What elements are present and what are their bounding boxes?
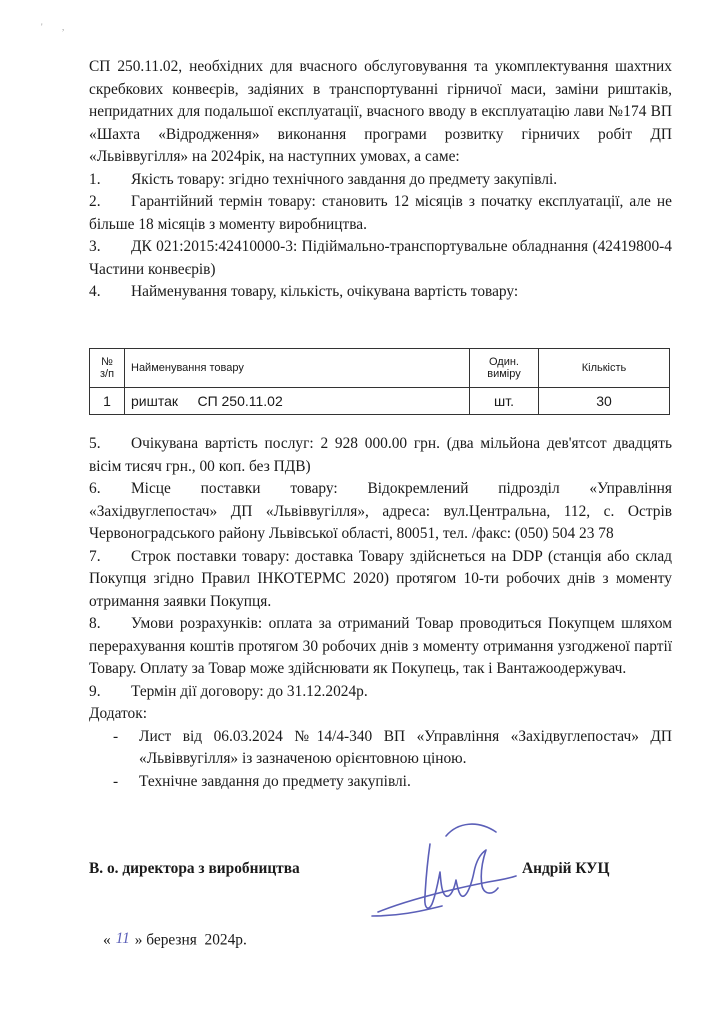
cell-qty: 30 xyxy=(539,388,670,415)
item-text: ДК 021:2015:42410000-3: Підіймально-транспортувальне обладнання (42419800-4 Частини конвеєрів) xyxy=(89,238,672,278)
date-quote-close: » xyxy=(134,931,143,949)
item-number: 8. xyxy=(89,615,101,632)
list-item xyxy=(89,236,672,281)
item-number: 4. xyxy=(89,283,101,300)
dash-marker: - xyxy=(113,772,119,790)
list-item xyxy=(89,433,672,478)
attachment-text: Лист від 06.03.2024 №14/4-340 ВП «Управління «Західвуглепостач» ДП «Львіввугілля» із зазначеною орієнтовною ціною. xyxy=(139,727,672,767)
intro-paragraph: СП 250.11.02, необхідних для вчасного обслуговування та укомплектування шахтних скребкових конвеєрів, задіяних в транспортуванні гірничої маси, заміни риштаків, непридатних для подальшої експлуатації, вчасного вводу в експлуатацію лави №174 ВП «Шахта «Відродження» виконання програми розвитку гірничих робіт ДП «Львіввугілля» на 2024рік, на наступних умовах, а саме: xyxy=(89,58,672,165)
list-item xyxy=(89,546,672,614)
attachment-item xyxy=(89,726,672,771)
attachment-text: Технічне завдання до предмету закупівлі. xyxy=(139,772,411,790)
signatory-title: В. о. директора з виробництва xyxy=(89,860,300,877)
item-number: 3. xyxy=(89,238,101,255)
body-section-2 xyxy=(89,433,672,793)
attachments-label: Додаток: xyxy=(89,705,147,722)
item-number: 5. xyxy=(89,435,101,452)
table-header-row xyxy=(90,349,670,388)
list-item xyxy=(89,191,672,236)
scan-mark: , xyxy=(62,22,65,32)
date-day-handwritten: 11 xyxy=(115,930,130,947)
item-text: Умови розрахунків: оплата за отриманий Товар проводиться Покупцем шляхом перерахування коштів протягом 30 робочих днів з моменту отримання узгодженої партії Товару. Оплату за Товар може здійснювати як Покупець, так і Вантажоодержувач. xyxy=(89,615,672,677)
list-item xyxy=(89,681,672,704)
document-date xyxy=(103,930,247,952)
item-text: Найменування товару, кількість, очікувана вартість товару: xyxy=(131,283,519,300)
list-item xyxy=(89,281,672,304)
item-text: Очікувана вартість послуг: 2 928 000.00 грн. (два мільйона дев'ятсот двадцять вісім тисяч грн., 00 коп. без ПДВ) xyxy=(89,435,672,475)
item-text: Строк поставки товару: доставка Товару здійснеться на DDP (станція або склад Покупця згідно Правил ІНКОТЕРМС 2020) протягом 10-ти робочих днів з моменту отримання заявки Покупця. xyxy=(89,547,672,610)
goods-table xyxy=(89,348,670,415)
body-section-1 xyxy=(89,56,672,304)
list-item xyxy=(89,169,672,192)
item-number: 6. xyxy=(89,480,101,497)
header-name: Найменування товару xyxy=(125,349,470,388)
header-unit: Один. виміру xyxy=(470,349,539,388)
attachments-list xyxy=(89,726,672,794)
item-number: 9. xyxy=(89,682,101,700)
attachment-item xyxy=(89,771,672,794)
cell-name: риштак СП 250.11.02 xyxy=(125,388,470,415)
date-quote-open: « xyxy=(103,931,111,949)
signatory-name: Андрій КУЦ xyxy=(522,860,610,877)
item-number: 1. xyxy=(89,170,101,188)
item-text: Якість товару: згідно технічного завдання до предмету закупівлі. xyxy=(131,170,558,188)
scan-mark: ' xyxy=(41,22,43,32)
header-num: № з/п xyxy=(90,349,125,388)
item-text: Місце поставки товару: Відокремлений підрозділ «Управління «Західвуглепостач» ДП «Львіввугілля», адреса: вул.Центральна, 112, с. Острів Червоноградського району Львівської області, 80051, тел. /факс: (050) 504 23 78 xyxy=(89,480,672,542)
item-text: Термін дії договору: до 31.12.2024р. xyxy=(131,682,368,700)
dash-marker: - xyxy=(113,727,119,745)
date-month-year: березня 2024р. xyxy=(142,931,247,949)
table-row xyxy=(90,388,670,415)
list-item xyxy=(89,613,672,681)
handwritten-signature xyxy=(368,812,518,922)
header-qty: Кількість xyxy=(539,349,670,388)
cell-unit: шт. xyxy=(470,388,539,415)
item-text: Гарантійний термін товару: становить 12 місяців з початку експлуатації, але не більше 18 місяців з моменту виробництва. xyxy=(89,193,672,233)
item-number: 2. xyxy=(89,193,101,210)
item-number: 7. xyxy=(89,547,101,565)
cell-num: 1 xyxy=(90,388,125,415)
list-item xyxy=(89,478,672,546)
